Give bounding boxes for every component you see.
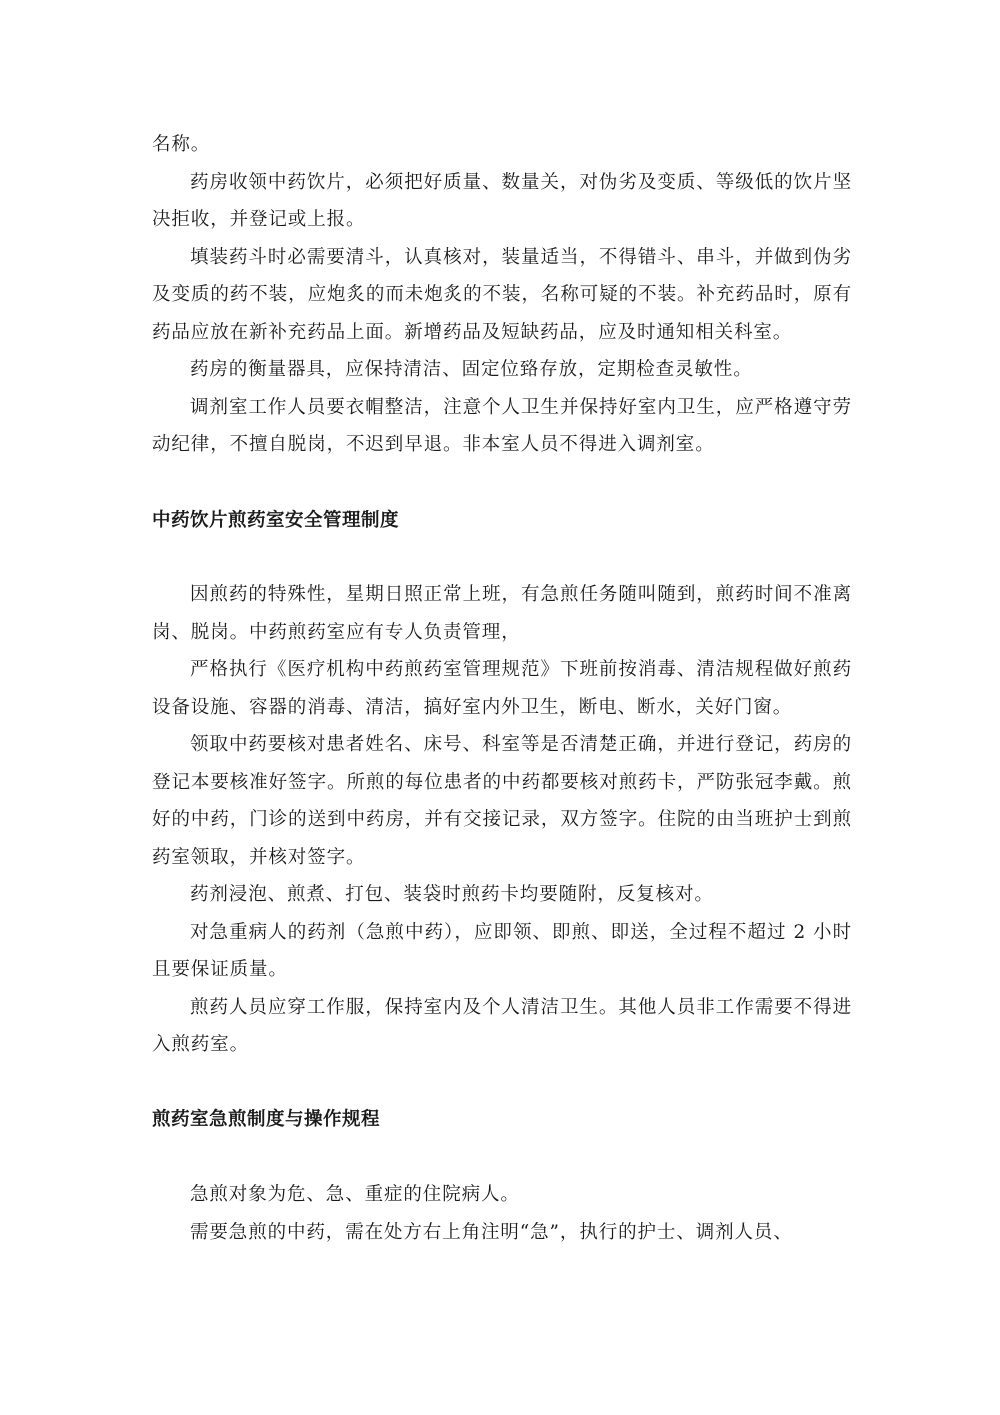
paragraph: 药房收领中药饮片，必须把好质量、数量关，对伪劣及变质、等级低的饮片坚决拒收，并登记或上报。: [152, 171, 852, 230]
section-heading-urgent-decoction: 煎药室急煎制度与操作规程: [152, 1108, 381, 1130]
paragraph: 急煎对象为危、急、重症的住院病人。: [190, 1184, 520, 1205]
document-page: [152, 126, 852, 1251]
paragraph: 领取中药要核对患者姓名、床号、科室等是否清楚正确，并进行登记，药房的登记本要核准好签字。所煎的每位患者的中药都要核对煎药卡，严防张冠李戴。煎好的中药，门诊的送到中药房，并有交接记录，双方签字。住院的由当班护士到煎药室领取，并核对签字。: [152, 734, 852, 868]
paragraph: 需要急煎的中药，需在处方右上角注明“急”，执行的护士、调剂人员、: [190, 1221, 793, 1243]
paragraph: 煎药人员应穿工作服，保持室内及个人清洁卫生。其他人员非工作需要不得进入煎药室。: [152, 996, 852, 1055]
paragraph: 药房的衡量器具，应保持清洁、固定位臵存放，定期检查灵敏性。: [190, 359, 753, 380]
paragraph: 严格执行《医疗机构中药煎药室管理规范》下班前按消毒、清洁规程做好煎药设备设施、容器的消毒、清洁，搞好室内外卫生，断电、断水，关好门窗。: [152, 659, 852, 718]
paragraph: 对急重病人的药剂（急煎中药），应即领、即煎、即送，全过程不超过 2 小时且要保证质量。: [152, 921, 852, 980]
paragraph: 因煎药的特殊性，星期日照正常上班，有急煎任务随叫随到，煎药时间不准离岗、脱岗。中药煎药室应有专人负责管理，: [152, 584, 852, 643]
paragraph: 填装药斗时必需要清斗，认真核对，装量适当，不得错斗、串斗，并做到伪劣及变质的药不装，应炮炙的而未炮炙的不装，名称可疑的不装。补充药品时，原有药品应放在新补充药品上面。新增药品及短缺药品，应及时通知相关科室。: [152, 246, 852, 343]
continuation-text: 名称。: [152, 134, 211, 155]
paragraph: 调剂室工作人员要衣帽整洁，注意个人卫生并保持好室内卫生，应严格遵守劳动纪律，不擅自脱岗，不迟到早退。非本室人员不得进入调剂室。: [152, 396, 852, 455]
section-heading-decoction-safety: 中药饮片煎药室安全管理制度: [152, 509, 400, 531]
paragraph: 药剂浸泡、煎煮、打包、装袋时煎药卡均要随附，反复核对。: [190, 884, 714, 905]
